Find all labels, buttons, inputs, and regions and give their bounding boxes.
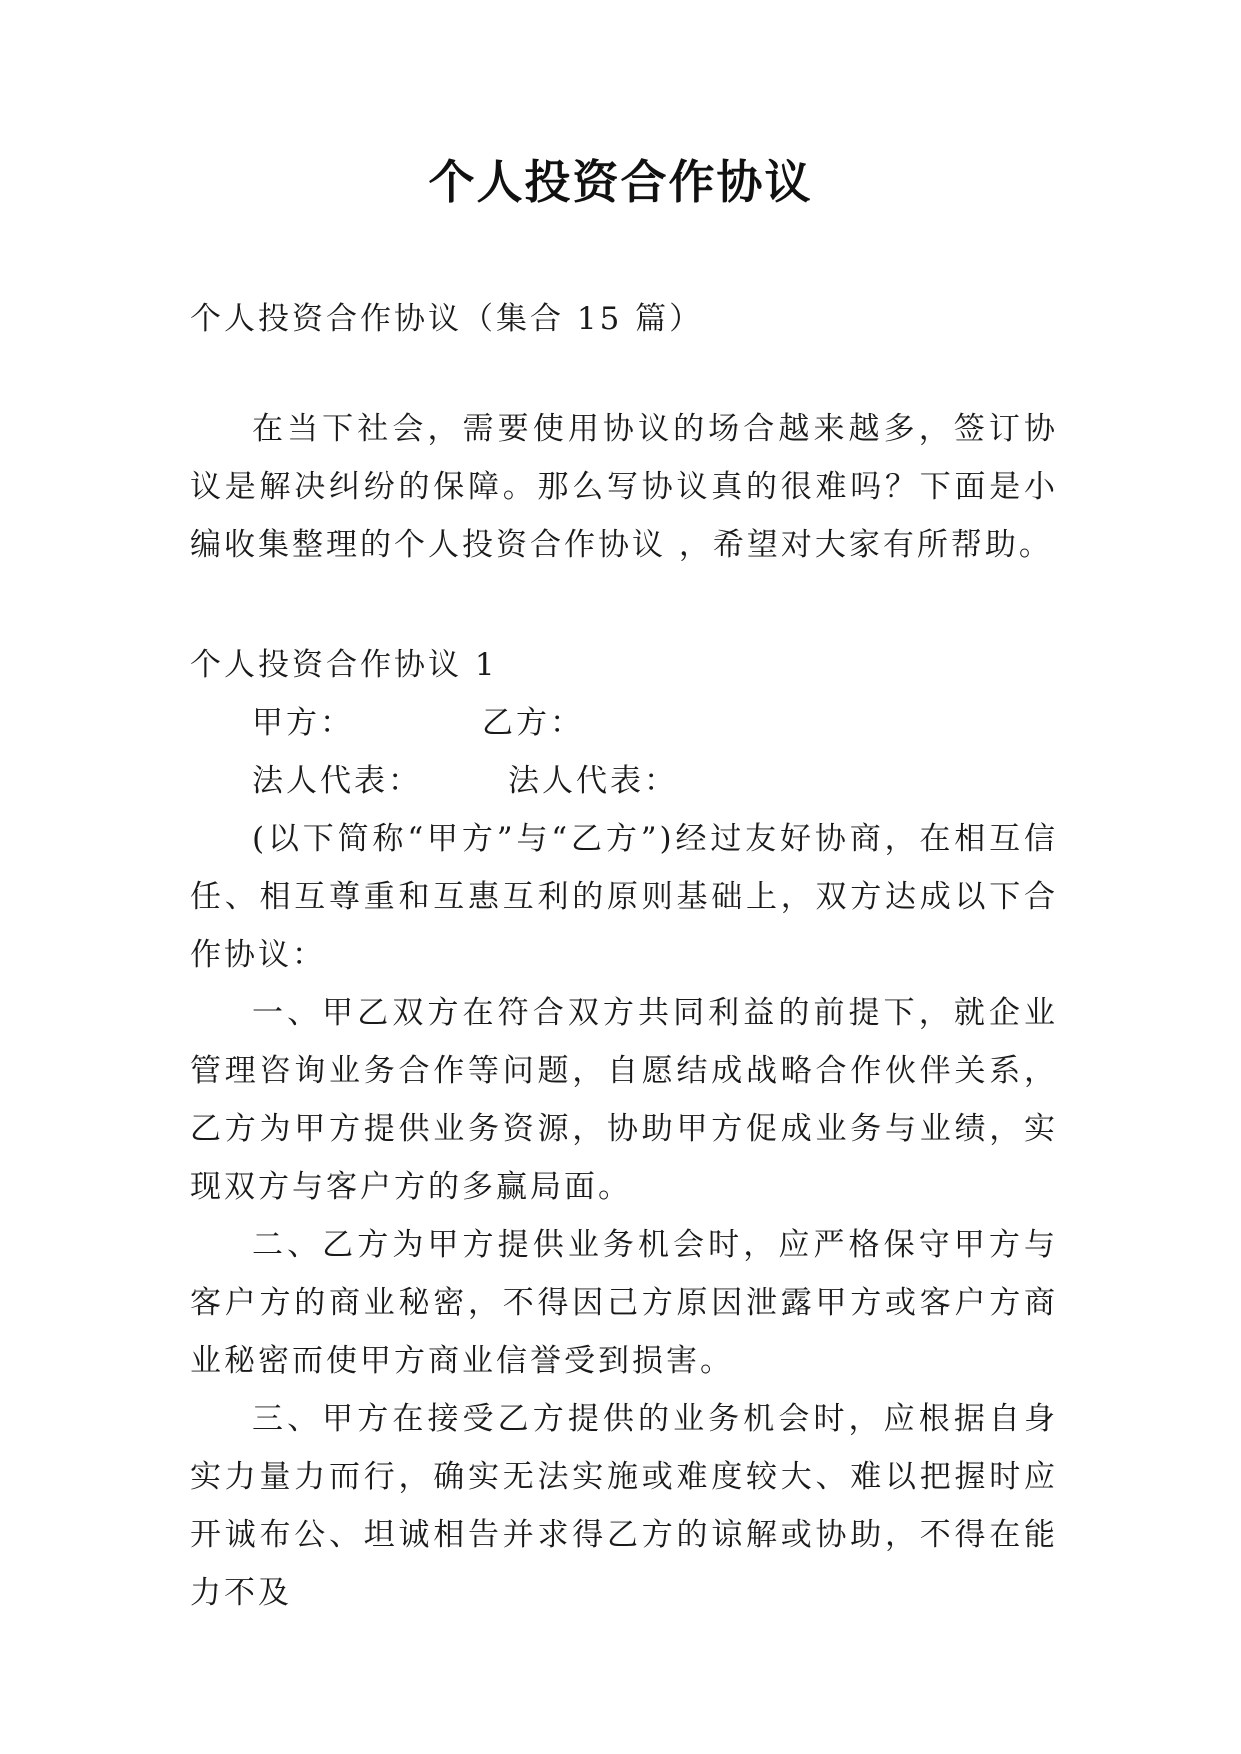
clause-3-paragraph: 三、甲方在接受乙方提供的业务机会时，应根据自身实力量力而行，确实无法实施或难度较大、难以把握时应开诚布公、坦诚相告并求得乙方的谅解或协助，不得在能力不及	[190, 1401, 1058, 1611]
document-subtitle: 个人投资合作协议（集合 15 篇）	[190, 301, 704, 337]
party-b-label: 乙方：	[482, 705, 584, 741]
section-heading: 个人投资合作协议 1	[190, 647, 498, 683]
rep-a-label: 法人代表：	[252, 763, 422, 799]
preamble-paragraph: (以下简称“甲方”与“乙方”)经过友好协商，在相互信任、相互尊重和互惠互利的原则基础上，双方达成以下合作协议：	[190, 821, 1058, 973]
party-line	[190, 694, 1058, 752]
rep-b-label: 法人代表：	[508, 763, 678, 799]
intro-block	[190, 400, 1058, 574]
clause-1-paragraph: 一、甲乙双方在符合双方共同利益的前提下，就企业管理咨询业务合作等问题，自愿结成战略合作伙伴关系，乙方为甲方提供业务资源，协助甲方促成业务与业绩，实现双方与客户方的多赢局面。	[190, 995, 1058, 1205]
document-title: 个人投资合作协议	[428, 155, 813, 209]
clause-2-paragraph: 二、乙方为甲方提供业务机会时，应严格保守甲方与客户方的商业秘密，不得因己方原因泄露甲方或客户方商业秘密而使甲方商业信誉受到损害。	[190, 1227, 1058, 1379]
party-a-label: 甲方：	[252, 705, 354, 741]
representative-line	[190, 752, 1058, 810]
agreement-body	[190, 694, 1058, 1622]
intro-paragraph: 在当下社会，需要使用协议的场合越来越多，签订协议是解决纠纷的保障。那么写协议真的很难吗？下面是小编收集整理的个人投资合作协议 ，希望对大家有所帮助。	[190, 411, 1058, 563]
